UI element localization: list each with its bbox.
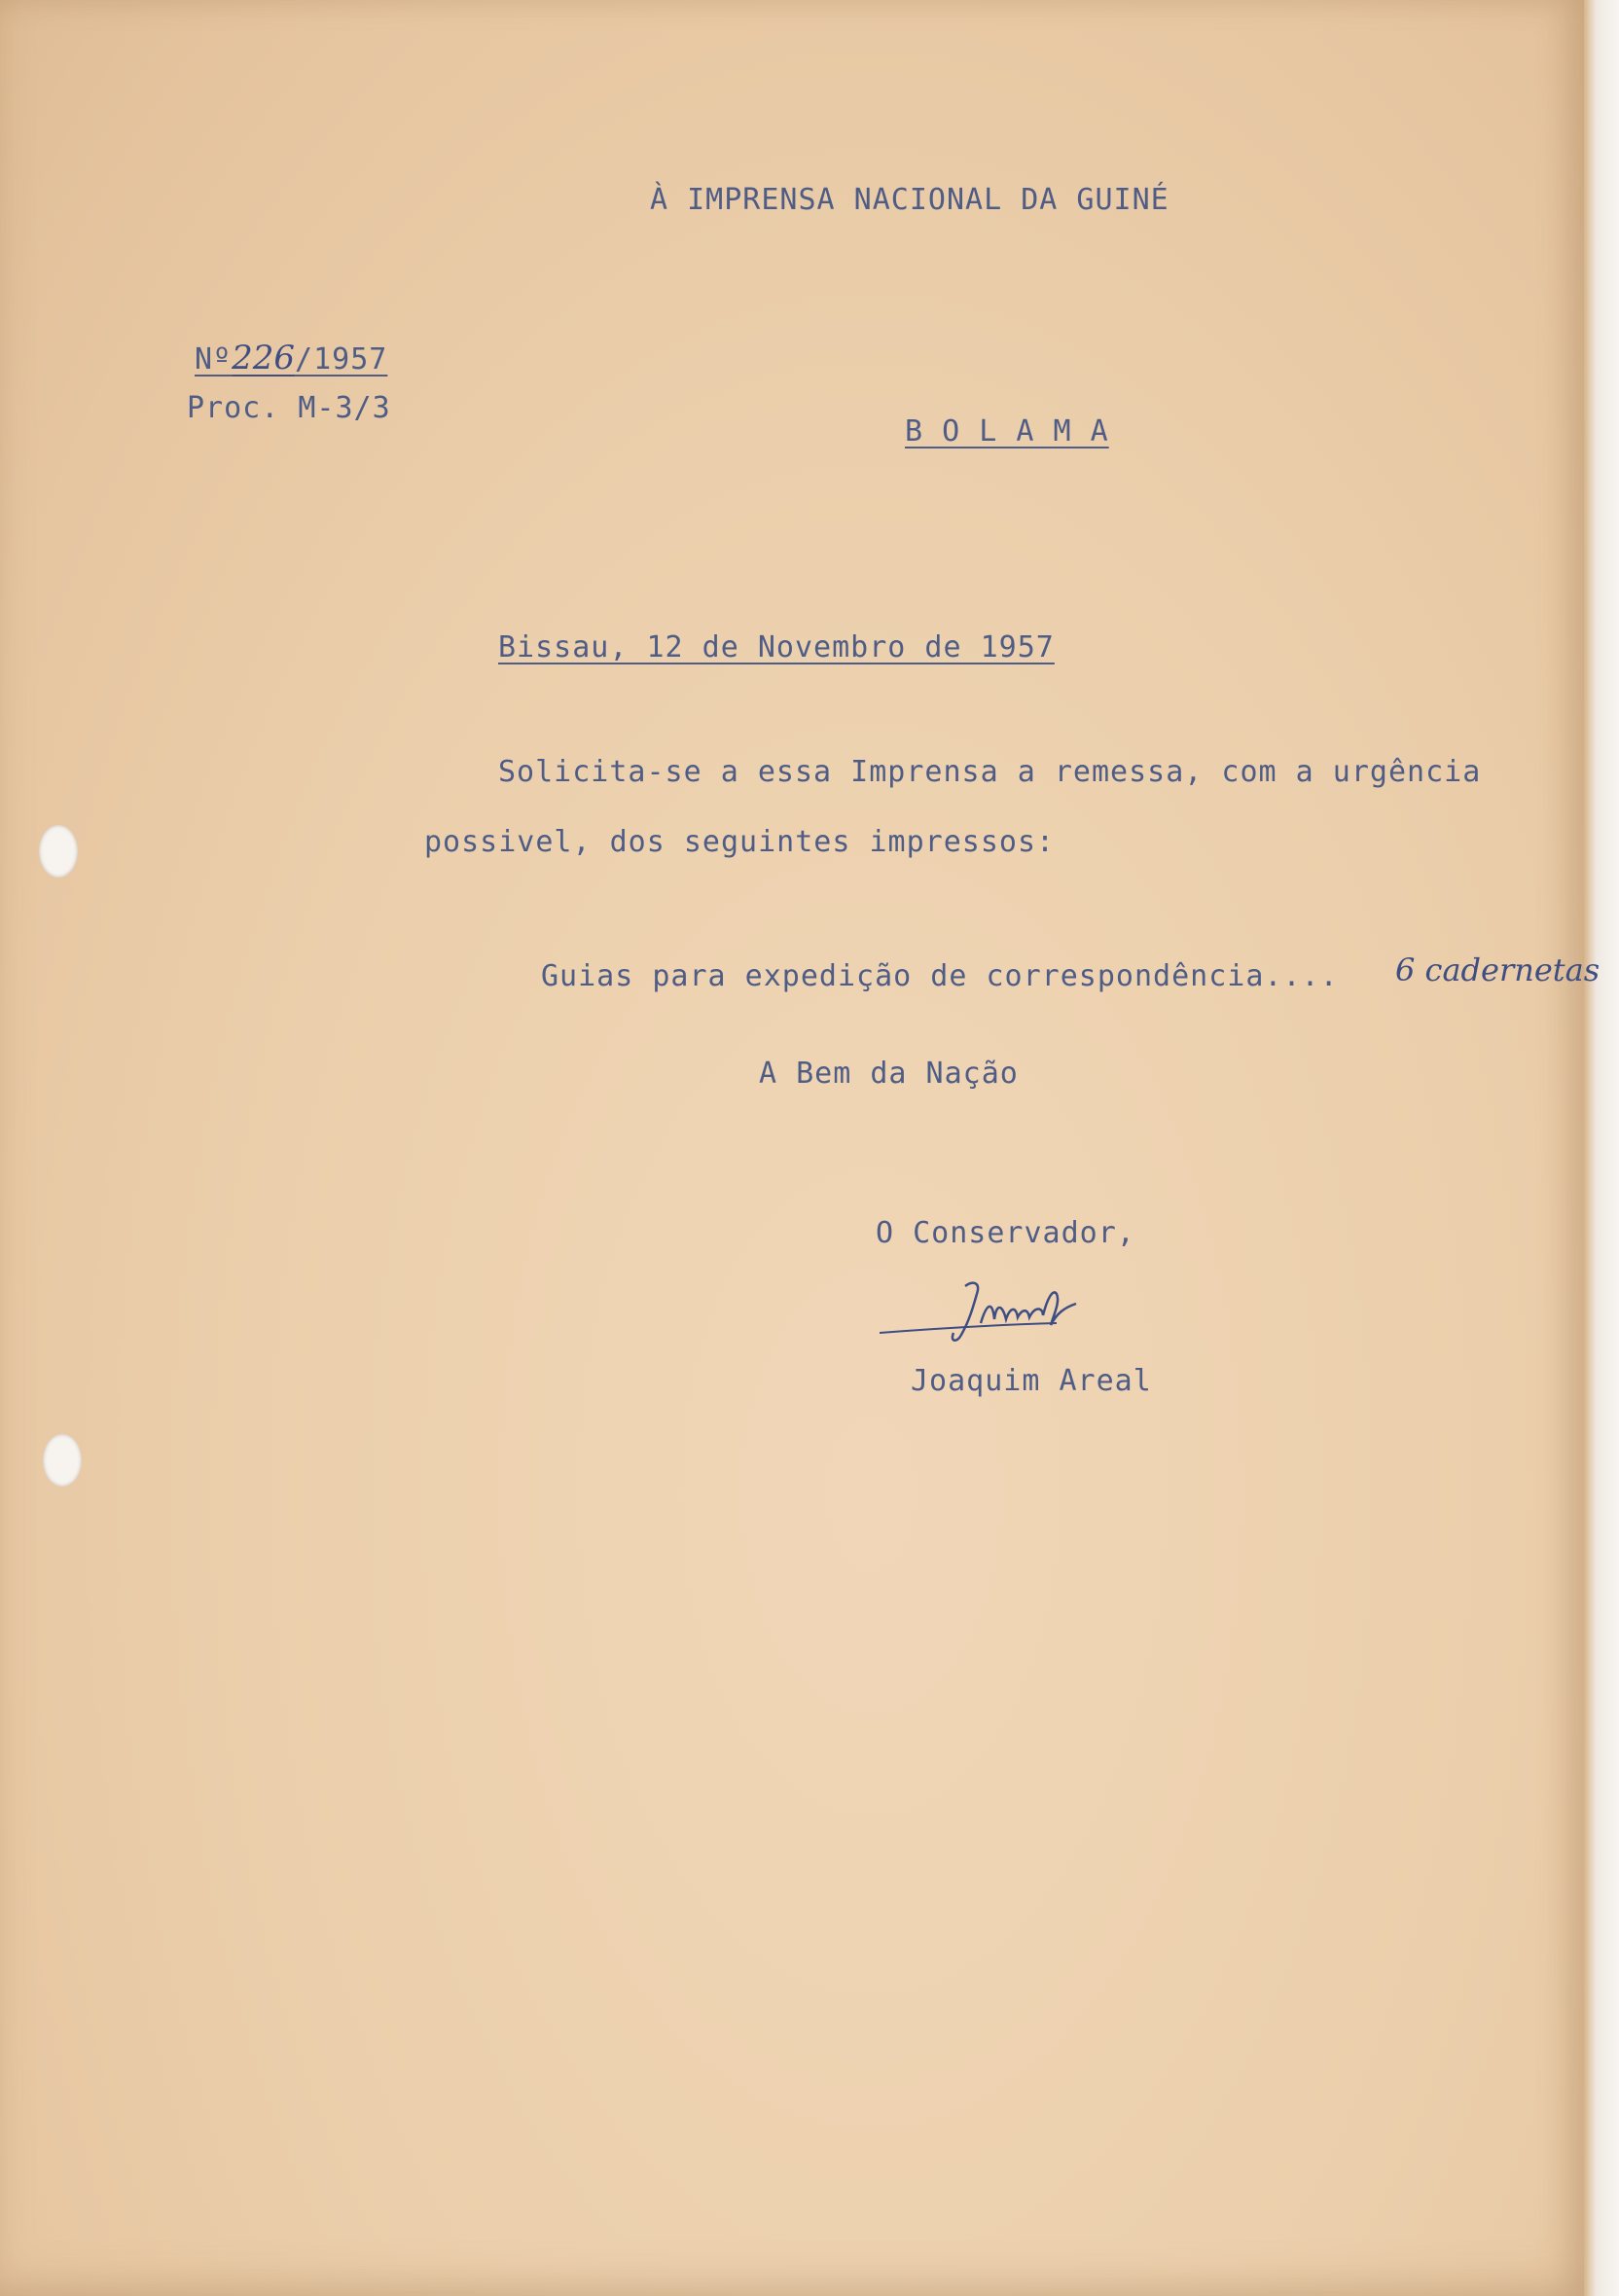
- number-year: /1957: [295, 342, 388, 377]
- body-line-1: Solicita-se a essa Imprensa a remessa, com a urgência: [498, 755, 1482, 789]
- number-prefix: Nº: [195, 342, 233, 377]
- number-handwritten: 226: [232, 339, 296, 377]
- item-quantity-handwritten: 6 cadernetas: [1395, 951, 1601, 988]
- punch-hole-bottom: [43, 1434, 82, 1487]
- process-reference: Proc. M-3/3: [187, 391, 391, 425]
- signatory-title: O Conservador,: [876, 1216, 1135, 1250]
- city-line: B O L A M A: [905, 414, 1109, 448]
- paper-edge: [1584, 0, 1619, 2296]
- date-line: Bissau, 12 de Novembro de 1957: [498, 630, 1055, 664]
- addressee-line: À IMPRENSA NACIONAL DA GUINÉ: [650, 183, 1169, 217]
- handwritten-signature: [872, 1265, 1164, 1362]
- reference-number: [187, 321, 387, 377]
- closing-line: A Bem da Nação: [759, 1057, 1019, 1091]
- item-line: Guias para expedição de correspondência....: [541, 959, 1339, 993]
- punch-hole-top: [39, 825, 78, 878]
- signatory-name: Joaquim Areal: [911, 1364, 1152, 1398]
- body-line-2: possivel, dos seguintes impressos:: [424, 825, 1056, 859]
